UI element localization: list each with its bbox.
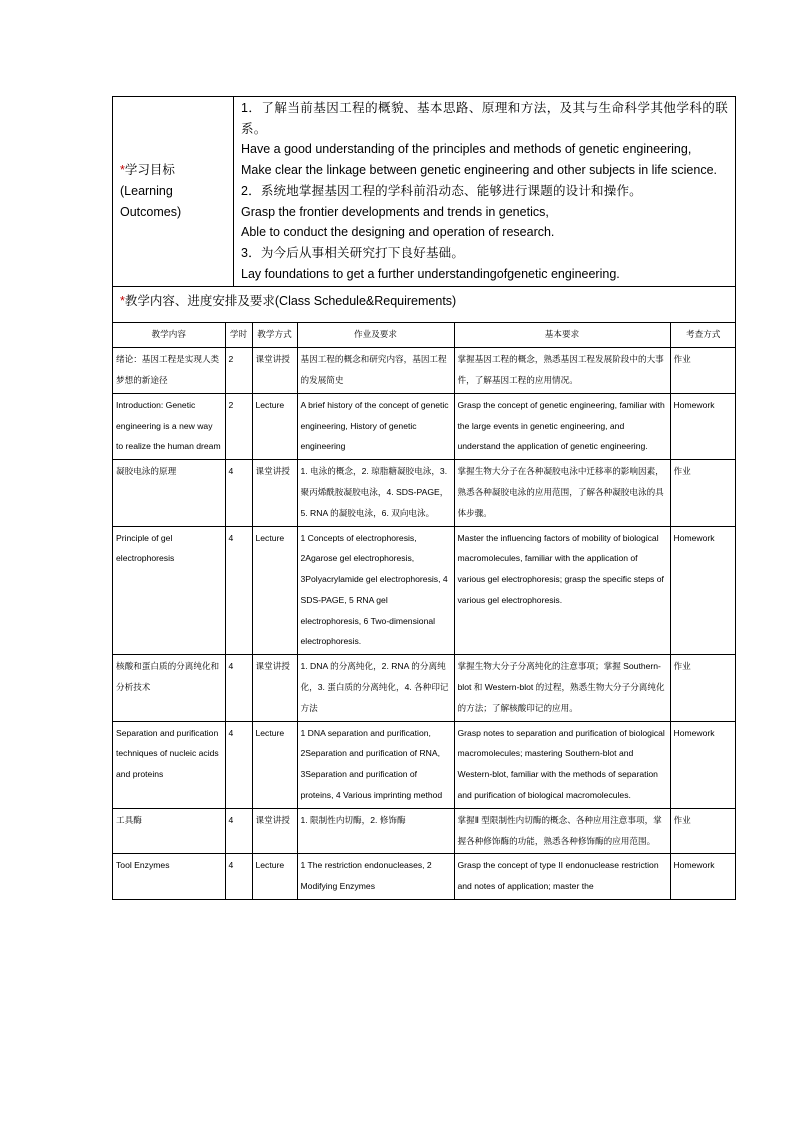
cell-requirements: Master the influencing factors of mobility of biological macromolecules, familiar with the application of various gel electrophoresis; grasp the specific steps of various gel electrophoresis. <box>454 526 670 655</box>
cell-method: 课堂讲授 <box>252 348 297 394</box>
course-table <box>112 96 736 900</box>
learning-outcomes-content <box>234 97 736 287</box>
goal-line: 3．为今后从事相关研究打下良好基础。 <box>241 245 465 260</box>
cell-content: 核酸和蛋白质的分离纯化和分析技术 <box>113 655 225 721</box>
header-hours: 学时 <box>225 323 252 347</box>
goal-line: Lay foundations to get a further understandingofgenetic engineering. <box>241 266 620 281</box>
cell-assignment: 基因工程的概念和研究内容，基因工程的发展简史 <box>297 348 454 394</box>
cell-hours: 4 <box>225 721 252 808</box>
header-assignment: 作业及要求 <box>297 323 454 347</box>
cell-requirements: 掌握基因工程的概念，熟悉基因工程发展阶段中的大事件，了解基因工程的应用情况。 <box>454 348 670 394</box>
goal-line: Grasp the frontier developments and trends in genetics, <box>241 204 549 219</box>
cell-assignment: A brief history of the concept of genetic engineering, History of genetic engineering <box>297 393 454 459</box>
cell-assessment: 作业 <box>670 348 736 394</box>
cell-hours: 4 <box>225 460 252 526</box>
cell-method: 课堂讲授 <box>252 460 297 526</box>
goal-line: Make clear the linkage between genetic engineering and other subjects in life science. <box>241 163 717 178</box>
schedule-title <box>113 287 736 323</box>
cell-hours: 4 <box>225 655 252 721</box>
cell-content: 凝胶电泳的原理 <box>113 460 225 526</box>
goal-line: 1．了解当前基因工程的概貌、基本思路、原理和方法，及其与生命科学其他学科的联系。 <box>241 101 728 136</box>
table-row <box>113 721 736 808</box>
cell-requirements: Grasp the concept of type II endonuclease restriction and notes of application; master the <box>454 854 670 899</box>
cell-assignment: 1. 限制性内切酶，2. 修饰酶 <box>297 808 454 854</box>
cell-content: Separation and purification techniques of nucleic acids and proteins <box>113 721 225 808</box>
cell-content: Introduction: Genetic engineering is a new way to realize the human dream <box>113 393 225 459</box>
cell-assessment: Homework <box>670 526 736 655</box>
cell-requirements: Grasp notes to separation and purification of biological macromolecules; mastering Southern-blot and Western-blot, familiar with the methods of separation and purification of biological macromolecules. <box>454 721 670 808</box>
table-row <box>113 655 736 721</box>
schedule-table-row <box>113 323 736 900</box>
table-row <box>113 854 736 899</box>
cell-assignment: 1 The restriction endonucleases, 2 Modifying Enzymes <box>297 854 454 899</box>
goal-line: 2．系统地掌握基因工程的学科前沿动态、能够进行课题的设计和操作。 <box>241 183 642 198</box>
cell-assignment: 1 Concepts of electrophoresis, 2Agarose gel electrophoresis, 3Polyacrylamide gel electrophoresis, 4 SDS-PAGE, 5 RNA gel electrophoresis, 6 Two-dimensional electrophoresis. <box>297 526 454 655</box>
cell-assessment: 作业 <box>670 655 736 721</box>
cell-content: Tool Enzymes <box>113 854 225 899</box>
cell-content: Principle of gel electrophoresis <box>113 526 225 655</box>
schedule-header-row <box>113 323 736 347</box>
table-row <box>113 393 736 459</box>
schedule-table-cell <box>113 323 736 900</box>
course-document <box>112 96 735 900</box>
table-row <box>113 526 736 655</box>
header-content: 教学内容 <box>113 323 225 347</box>
cell-hours: 4 <box>225 854 252 899</box>
table-row <box>113 460 736 526</box>
cell-hours: 2 <box>225 393 252 459</box>
label-en-2: Outcomes) <box>120 205 182 220</box>
cell-content: 工具酶 <box>113 808 225 854</box>
cell-requirements: 掌握生物大分子在各种凝胶电泳中迁移率的影响因素，熟悉各种凝胶电泳的应用范围，了解各种凝胶电泳的具体步骤。 <box>454 460 670 526</box>
required-asterisk: * <box>120 294 125 309</box>
table-row <box>113 808 736 854</box>
cell-method: 课堂讲授 <box>252 655 297 721</box>
cell-content: 绪论：基因工程是实现人类梦想的新途径 <box>113 348 225 394</box>
cell-assessment: Homework <box>670 721 736 808</box>
goal-line: Have a good understanding of the principles and methods of genetic engineering, <box>241 142 692 157</box>
cell-assessment: 作业 <box>670 808 736 854</box>
cell-assignment: 1. 电泳的概念，2. 琼脂糖凝胶电泳，3. 聚丙烯酰胺凝胶电泳，4. SDS-PAGE， 5. RNA 的凝胶电泳，6. 双向电泳。 <box>297 460 454 526</box>
cell-hours: 4 <box>225 808 252 854</box>
schedule-table <box>113 323 736 899</box>
cell-assignment: 1 DNA separation and purification, 2Separation and purification of RNA, 3Separation and purification of proteins, 4 Various imprinting method <box>297 721 454 808</box>
label-en-1: (Learning <box>120 184 173 199</box>
cell-method: Lecture <box>252 854 297 899</box>
cell-assessment: Homework <box>670 393 736 459</box>
header-method: 教学方式 <box>252 323 297 347</box>
table-row <box>113 348 736 394</box>
cell-requirements: 掌握Ⅱ 型限制性内切酶的概念、各种应用注意事项，掌握各种修饰酶的功能，熟悉各种修饰酶的应用范围。 <box>454 808 670 854</box>
header-requirements: 基本要求 <box>454 323 670 347</box>
label-cn: 学习目标 <box>124 163 175 178</box>
goal-line: Able to conduct the designing and operation of research. <box>241 225 555 240</box>
schedule-title-row <box>113 287 736 323</box>
required-asterisk: * <box>120 163 125 178</box>
cell-method: Lecture <box>252 721 297 808</box>
cell-hours: 2 <box>225 348 252 394</box>
cell-requirements: 掌握生物大分子分离纯化的注意事项；掌握 Southern-blot 和 Western-blot 的过程，熟悉生物大分子分离纯化的方法；了解核酸印记的应用。 <box>454 655 670 721</box>
cell-assignment: 1. DNA 的分离纯化，2. RNA 的分离纯化，3. 蛋白质的分离纯化，4. 各种印记方法 <box>297 655 454 721</box>
cell-assessment: 作业 <box>670 460 736 526</box>
cell-method: Lecture <box>252 526 297 655</box>
header-assessment: 考查方式 <box>670 323 736 347</box>
cell-method: Lecture <box>252 393 297 459</box>
learning-outcomes-label <box>113 97 234 287</box>
cell-assessment: Homework <box>670 854 736 899</box>
learning-outcomes-row <box>113 97 736 287</box>
schedule-title-text: 教学内容、进度安排及要求(Class Schedule&Requirements) <box>124 294 457 309</box>
cell-method: 课堂讲授 <box>252 808 297 854</box>
cell-hours: 4 <box>225 526 252 655</box>
cell-requirements: Grasp the concept of genetic engineering, familiar with the large events in genetic engineering, and understand the application of genetic engineering. <box>454 393 670 459</box>
